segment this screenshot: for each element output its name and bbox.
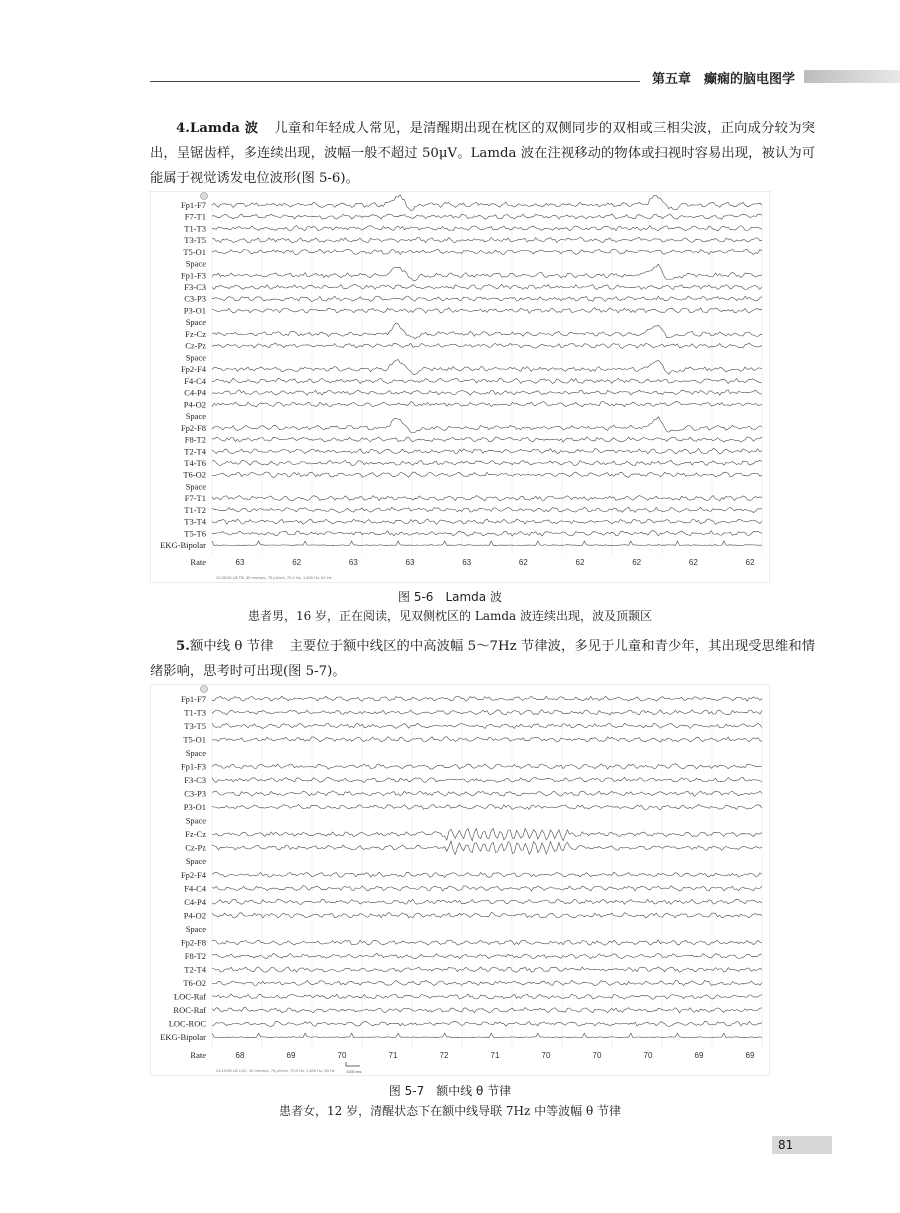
channel-label: F7-T1 [184,211,206,222]
channel-label: T3-T5 [184,235,206,246]
channel-label: Fp1-F7 [180,199,206,210]
channel-label: T2-T4 [184,964,206,975]
header-bar [804,70,900,83]
channel-label: P4-O2 [183,399,206,410]
section-body: 儿童和年轻成人常见，是清醒期出现在枕区的双侧同步的双相或三相尖波，正向成分较为突出，呈锯齿样，多连续出现，波幅一般不超过 50μV。Lamda 波在注视移动的物体或扫视时容易出现，被认为可能属于视觉诱发电位波形(图 5-6)。 [150,121,816,186]
channel-label: F3-C3 [184,775,206,785]
eeg-figure-5-6 [150,191,770,583]
page-number: 81 [772,1136,832,1154]
rate-label: Rate [190,1050,206,1060]
channel-label: Fp2-F4 [180,869,206,880]
rate-value: 69 [694,1051,704,1060]
channel-label: T3-T4 [184,516,206,527]
section-lamda: 4.Lamda 波 儿童和年轻成人常见，是清醒期出现在枕区的双侧同步的双相或三相尖波，正向成分较为突出，呈锯齿样，多连续出现，波幅一般不超过 50μV。Lamda 波在注视移动的物体或扫视时容易出现，被认为可能属于视觉诱发电位波形(图 5-6)。 [150,121,816,186]
recording-settings: 23:19:55 LB LOC, 30 mm/sec, 75 µV/cm, 70.0 Hz, 1.600 Hz, 50 Hz [216,1068,335,1073]
figure-title: 图 5-7 额中线 θ 节律 [388,1084,512,1098]
channel-label: LOC-ROC [168,1018,206,1029]
scale-label: 1000 ms [346,1069,362,1074]
channel-label: Space [185,352,206,363]
rate-value: 68 [235,1051,245,1060]
section-title: Lamda 波 [189,121,259,136]
channel-label: T1-T2 [184,504,206,515]
rate-value: 72 [439,1051,449,1060]
channel-label: Fp2-F8 [180,937,206,948]
channel-label: ROC-Raf [173,1005,206,1016]
header-rule [150,81,640,82]
channel-label: C4-P4 [184,387,206,398]
rate-value: 62 [575,558,585,567]
channel-label: T5-T6 [184,528,206,539]
channel-label: T3-T5 [184,720,206,731]
rate-value: 63 [462,558,472,567]
rate-value: 69 [745,1051,755,1060]
channel-label: F4-C4 [184,883,206,894]
eeg-figure-5-7 [150,684,770,1076]
rate-value: 62 [292,558,302,567]
settings-icon [201,686,208,693]
channel-label: Space [185,747,206,758]
channel-label: Space [185,815,206,826]
channel-label: Fp2-F8 [180,422,206,433]
channel-label: T1-T3 [184,707,206,718]
channel-label: Space [185,923,206,934]
channel-label: Space [185,481,206,492]
section-body: 主要位于额中线区的中高波幅 5～7Hz 节律波，多见于儿童和青少年，其出现受思维和情绪影响，思考时可出现(图 5-7)。 [150,639,815,679]
rate-value: 63 [405,558,415,567]
rate-value: 62 [632,558,642,567]
channel-label: T6-O2 [183,469,206,480]
chapter-title: 第五章 癫痫的脑电图学 [652,72,796,87]
channel-label: T4-T6 [184,458,206,468]
channel-label: C3-P3 [184,293,206,304]
channel-label: Space [185,317,206,328]
channel-label: C3-P3 [184,788,206,799]
settings-icon [201,193,208,200]
channel-label: P4-O2 [183,910,206,921]
channel-label: EKG-Bipolar [160,1032,206,1043]
channel-label: Fp1-F7 [180,693,206,704]
rate-value: 71 [388,1051,398,1060]
channel-label: LOC-Raf [173,991,206,1002]
eeg-trace-chart [150,191,770,583]
section-number: 5 [176,639,186,654]
rate-value: 62 [688,558,698,567]
channel-label: Fz-Cz [185,829,206,840]
rate-value: 70 [592,1051,602,1060]
rate-value: 70 [337,1051,347,1060]
channel-label: T2-T4 [184,446,206,457]
channel-label: T6-O2 [183,978,206,989]
channel-label: Fp1-F3 [180,270,206,281]
channel-label: Space [185,856,206,867]
channel-label: EKG-Bipolar [160,540,206,551]
channel-label: C4-P4 [184,896,206,907]
channel-label: T5-O1 [183,246,206,257]
section-theta: 5.额中线 θ 节律 主要位于额中线区的中高波幅 5～7Hz 节律波，多见于儿童和青少年，其出现受思维和情绪影响，思考时可出现(图 5-7)。 [150,639,815,679]
channel-label: P3-O1 [183,802,206,813]
channel-label: Space [185,411,206,422]
channel-label: F8-T2 [184,951,206,961]
rate-label: Rate [190,557,206,567]
eeg-trace-chart [150,684,770,1076]
rate-value: 62 [518,558,528,567]
section-title: 额中线 θ 节律 [189,639,274,654]
figure-caption: 患者女，12 岁，清醒状态下在额中线导联 7Hz 中等波幅 θ 节律 [279,1104,621,1118]
rate-value: 70 [541,1051,551,1060]
rate-value: 70 [643,1051,653,1060]
rate-value: 63 [235,558,245,567]
channel-label: Cz-Pz [185,842,206,853]
channel-label: Fp2-F4 [180,364,206,375]
rate-value: 63 [348,558,358,567]
figure-title: 图 5-6 Lamda 波 [398,590,502,604]
rate-value: 69 [286,1051,296,1060]
recording-settings: 23:35:06 LB TB, 30 mm/sec, 75 µV/cm, 70.0 Hz, 1.600 Hz, 50 Hz [216,575,332,580]
channel-label: F7-T1 [184,493,206,504]
channel-label: F4-C4 [184,375,206,386]
section-number: 4 [176,121,186,136]
rate-value: 62 [745,558,755,567]
channel-label: F8-T2 [184,434,206,445]
channel-label: Fz-Cz [185,328,206,339]
channel-label: P3-O1 [183,305,206,316]
channel-label: T5-O1 [183,734,206,745]
rate-value: 71 [490,1051,500,1060]
channel-label: F3-C3 [184,282,206,292]
channel-label: T1-T3 [184,223,206,234]
channel-label: Space [185,258,206,269]
channel-label: Cz-Pz [185,340,206,351]
channel-label: Fp1-F3 [180,761,206,772]
figure-caption: 患者男，16 岁，正在阅读，见双侧枕区的 Lamda 波连续出现，波及顶颞区 [247,609,653,623]
